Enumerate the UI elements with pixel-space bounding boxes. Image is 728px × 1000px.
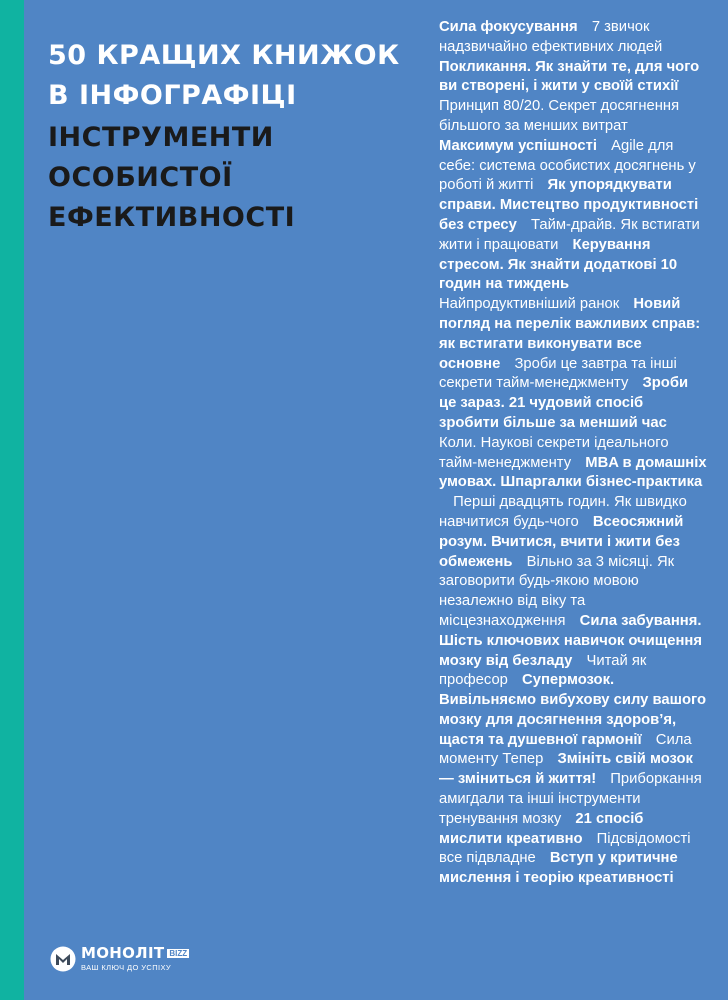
- book-title: Вільно за 3 місяці. Як заговорити будь-якою мовою незалежно від віку та місцезнаходження: [439, 553, 675, 629]
- publisher-slogan: ВАШ КЛЮЧ ДО УСПІХУ: [81, 963, 172, 972]
- book-title: Приборкання амигдали та інші інструменти тренування мозку: [439, 771, 702, 827]
- book-title: Принцип 80/20. Секрет досягнення більшого за менших витрат: [439, 98, 680, 134]
- subtitle: [48, 118, 418, 238]
- book-title: Змініть свій мозок — зміниться й життя!: [439, 751, 693, 788]
- book-title: Перші двадцять годин. Як швидко навчитися будь-чого: [439, 494, 687, 530]
- cover-spine-stripe: [0, 0, 24, 1000]
- book-title: Вступ у критичне мислення і теорію креативності: [439, 850, 678, 887]
- title-line-1: 50 КРАЩИХ КНИЖОК: [48, 40, 400, 71]
- monolit-logo-icon: [50, 946, 76, 972]
- book-title: Як упорядкувати справи. Мистецтво продуктивності без стресу: [439, 177, 699, 233]
- book-title: Новий погляд на перелік важливих справ: як встигати виконувати все основне: [439, 296, 701, 372]
- book-title: 21 спосіб мислити креативно: [439, 810, 644, 847]
- subtitle-line-1: ІНСТРУМЕНТИ: [48, 122, 274, 153]
- publisher-logo: [50, 945, 189, 973]
- book-title: Сила забування. Шість ключових навичок очищення мозку від безладу: [439, 612, 702, 669]
- book-title: Читай як професор: [439, 652, 647, 689]
- book-title: Зроби це завтра та інші секрети тайм-менеджменту: [439, 355, 677, 392]
- book-title: Найпродуктивніший ранок: [439, 296, 620, 313]
- book-title: Тайм-драйв. Як встигати жити і працювати: [439, 216, 700, 253]
- book-title: Керування стресом. Як знайти додаткові 10 годин на тиждень: [439, 236, 678, 293]
- subtitle-line-3: ЕФЕКТИВНОСТІ: [48, 202, 296, 233]
- page-title: [48, 36, 418, 238]
- book-title: 7 звичок надзвичайно ефективних людей: [439, 19, 663, 55]
- book-title: Всеосяжний розум. Вчитися, вчити і жити без обмежень: [439, 513, 684, 570]
- book-title: Супермозок. Вивільняємо вибухову силу вашого мозку для досягнення здоров’я, щастя та душевної гармонії: [439, 672, 707, 748]
- book-title: Сила фокусування: [439, 19, 578, 35]
- book-title: Сила моменту Тепер: [439, 731, 692, 768]
- book-title: Agile для себе: система особистих досягнень у роботі й житті: [439, 137, 696, 194]
- publisher-name: МОНОЛІТ: [81, 944, 165, 962]
- book-title: Максимум успішності: [439, 137, 597, 154]
- subtitle-line-2: ОСОБИСТОЇ: [48, 162, 233, 193]
- book-title: Зроби це зараз. 21 чудовий спосіб зробити більше за менший час: [439, 375, 689, 431]
- book-title: MBA в домашніх умовах. Шпаргалки бізнес-практика: [439, 454, 707, 491]
- title-line-2: В ІНФОГРАФІЦІ: [48, 80, 297, 111]
- book-title: Коли. Наукові секрети ідеального тайм-менеджменту: [439, 434, 669, 471]
- book-title: Підсвідомості все підвладне: [439, 830, 691, 867]
- book-list: [439, 18, 707, 889]
- publisher-badge: BIZZ: [169, 949, 188, 958]
- book-title: Покликання. Як знайти те, для чого ви створені, і жити у своїй стихії: [439, 58, 700, 95]
